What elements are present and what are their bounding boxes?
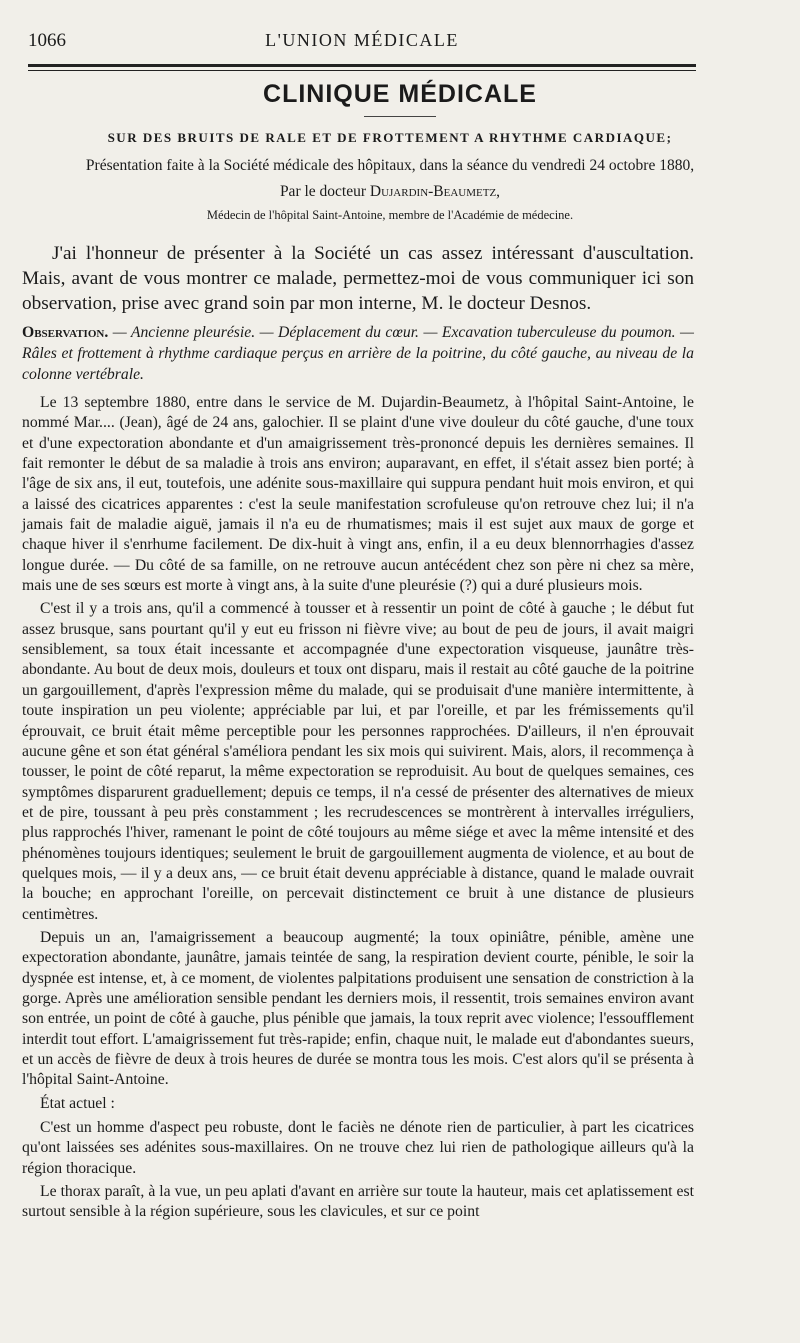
- author-affiliation: Médecin de l'hôpital Saint-Antoine, membre de l'Académie de médecine.: [206, 208, 574, 222]
- journal-title: L'UNION MÉDICALE: [265, 30, 459, 50]
- page-number: 1066: [28, 30, 66, 51]
- section-title: CLINIQUE MÉDICALE: [263, 80, 537, 108]
- header-rule: [28, 64, 696, 67]
- presentation-line: Présentation faite à la Société médicale des hôpitaux, dans la séance du vendredi 24 octobre 1880,: [85, 157, 695, 174]
- observation-lead: Observation.: [22, 324, 109, 341]
- body-paragraph: Le thorax paraît, à la vue, un peu aplati d'avant en arrière sur toute la hauteur, mais cet aplatissement est surtout sensible à la région supérieure, sous les clavicules, et sur ce point: [22, 1183, 694, 1221]
- author-line: [20, 183, 760, 201]
- body-paragraph: C'est un homme d'aspect peu robuste, dont le faciès ne dénote rien de particulier, à part les cicatrices qu'ont laissées ses adénites sous-maxillaires. On ne trouve chez lui rien de pathologique ailleurs qu'à la région thoracique.: [22, 1119, 694, 1177]
- header-rule-thin: [28, 70, 696, 71]
- intro-paragraph: J'ai l'honneur de présenter à la Société un cas assez intéressant d'auscultation. Mais, avant de vous montrer ce malade, permettez-moi de vous communiquer ici son observation, prise avec grand soin par mon interne, M. le docteur Desnos.: [22, 243, 694, 314]
- page-header: [28, 28, 696, 54]
- observation-summary: [22, 322, 694, 385]
- article-body: [22, 393, 694, 1226]
- body-paragraph: C'est il y a trois ans, qu'il a commencé à tousser et à ressentir un point de côté à gauche ; le début fut assez brusque, sans pourtant qu'il y eut eu frisson ni fièvre vive; au bout de peu de jours, il avait maigri sensiblement, sa toux était incessante et accompagnée d'une expectoration visqueuse, jaunâtre très-abondante. Au bout de deux mois, douleurs et toux ont disparu, mais il restait au côté gauche de la poitrine un gargouillement, d'après l'expression même du malade, qui se produisait d'une manière intermittente, à toute inspiration un peu violente; appréciable par lui, et par l'oreille, et par les frémissements qu'il éprouvait, ce bruit était même perceptible pour les personnes rapprochées. D'ailleurs, il n'en éprouvait aucune gêne et son état général s'améliora pendant les six mois qui suivirent. Mais, alors, il recommença à tousser, le point de côté reparut, la même expectoration se reproduisit. Au bout de quelques semaines, ces symptômes disparurent graduellement; depuis ce temps, il n'a cessé de présenter des alternatives de mieux et de pire, toussant à peu près constamment ; les recrudescences se montrèrent à intervalles irréguliers, plus rapprochés l'hiver, ramenant le point de côté toujours au même siége et avec la même intensité et des phénomènes toujours identiques; seulement le bruit de gargouillement augmenta de violence, et au bout de quelques mois, — il y a deux ans, — ce bruit était devenu appréciable à distance, quand le malade ouvrait la bouche; en approchant l'oreille, on percevait distinctement ce bruit à une distance de plusieurs centimètres.: [22, 600, 694, 923]
- observation-text: — Ancienne pleurésie. — Déplacement du cœur. — Excavation tuberculeuse du poumon. — Râles et frottement à rhythme cardiaque perçus en arrière de la poitrine, du côté gauche, au niveau de la colonne vertébrale.: [22, 324, 695, 383]
- author-prefix: Par le docteur: [279, 183, 367, 200]
- author-name: Dujardin-Beaumetz,: [369, 183, 501, 200]
- article-subtitle: SUR DES BRUITS DE RALE ET DE FROTTEMENT A RHYTHME CARDIAQUE;: [107, 130, 673, 145]
- title-divider: [364, 116, 436, 117]
- body-paragraph: Depuis un an, l'amaigrissement a beaucoup augmenté; la toux opiniâtre, pénible, amène une expectoration abondante, jaunâtre, jamais teintée de sang, la respiration devient courte, pénible, le soir la dyspnée est intense, et, à ce moment, de violentes palpitations produisent une sensation de constriction à la gorge. Après une amélioration sensible pendant les derniers mois, il ressentit, trois semaines environ avant son entrée, un point de côté à gauche, plus pénible que jamais, la toux reprit avec violence; l'essoufflement interdit tout effort. L'amaigrissement fut très-rapide; enfin, chaque nuit, le malade eut d'abondantes sueurs, et un accès de fièvre de deux à trois heures de durée se montra tous les mois. C'est alors qu'il se présenta à l'hôpital Saint-Antoine.: [22, 928, 694, 1089]
- body-paragraph: Le 13 septembre 1880, entre dans le service de M. Dujardin-Beaumetz, à l'hôpital Saint-Antoine, le nommé Mar.... (Jean), âgé de 24 ans, galochier. Il se plaint d'une vive douleur du côté gauche, d'une toux et d'une expectoration abondante et d'un amaigrissement très-prononcé depuis les dernières semaines. Il fait remonter le début de sa maladie à trois ans environ; auparavant, en effet, il s'était assez bien porté; à l'âge de six ans, il eut, toutefois, une adénite sous-maxillaire qui suppura pendant huit mois environ, et qui a laissé des cicatrices apparentes : c'est la seule manifestation scrofuleuse qu'on retrouve chez lui; il n'a jamais fait de maladie aiguë, jamais il n'a eu de rhumatismes; mais il est sujet aux maux de gorge et chaque hiver il s'enrhume facilement. De dix-huit à vingt ans, enfin, il a eu deux blennorrhagies d'assez longue durée. — Du côté de sa famille, on ne retrouve aucun antécédent chez son père ni chez sa mère, mais une de ses sœurs est morte à vingt ans, à la suite d'une pleurésie (?) qui a duré plusieurs mois.: [22, 394, 694, 595]
- body-subheading: État actuel :: [40, 1094, 115, 1112]
